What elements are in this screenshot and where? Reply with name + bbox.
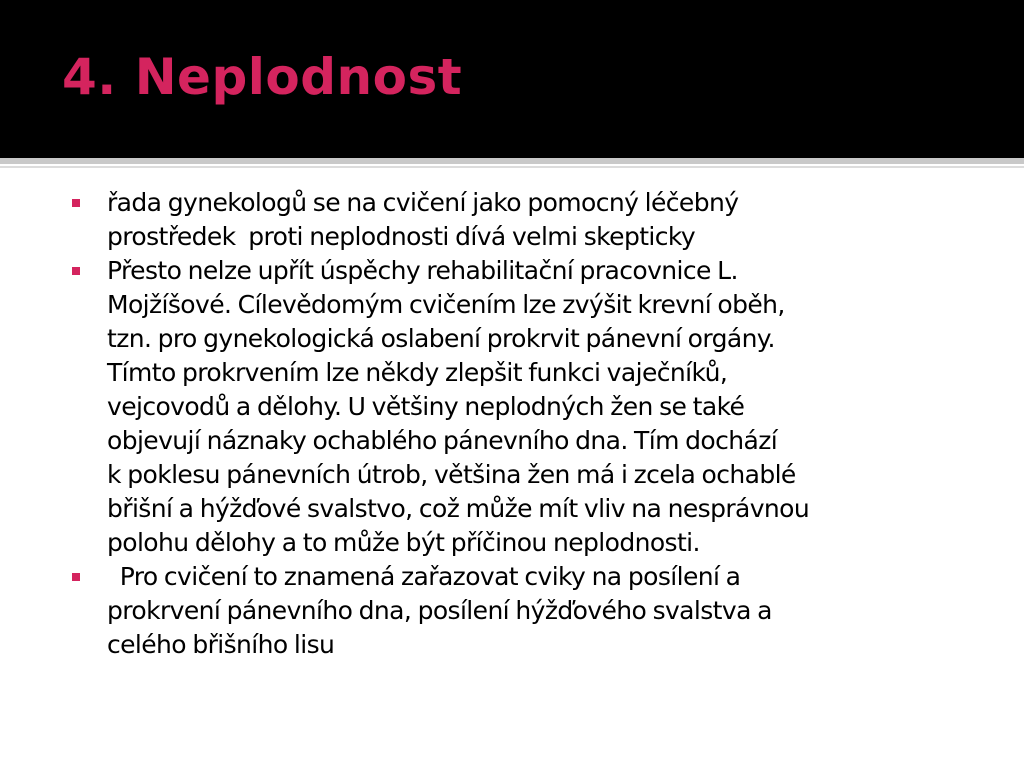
bullet-text-line: polohu dělohy a to může být příčinou neplodnosti. bbox=[107, 528, 700, 557]
bullet-text-line: řada gynekologů se na cvičení jako pomocný léčebný bbox=[107, 188, 739, 217]
bullet-text-line: Mojžíšové. Cílevědomým cvičením lze zvýšit krevní oběh, bbox=[107, 290, 785, 319]
title-divider-thin bbox=[0, 166, 1024, 168]
bullet-text-line: prokrvení pánevního dna, posílení hýžďového svalstva a bbox=[107, 596, 772, 625]
square-bullet-icon bbox=[72, 267, 80, 275]
bullet-text-line: prostředek proti neplodnosti dívá velmi skepticky bbox=[107, 222, 696, 251]
bullet-text-line: tzn. pro gynekologická oslabení prokrvit pánevní orgány. bbox=[107, 324, 775, 353]
slide-title: 4. Neplodnost bbox=[62, 48, 463, 106]
square-bullet-icon bbox=[72, 199, 80, 207]
bullet-text-line: celého břišního lisu bbox=[107, 630, 335, 659]
bullet-item-1 bbox=[72, 186, 972, 254]
bullet-text-line: objevují náznaky ochablého pánevního dna. Tím dochází bbox=[107, 426, 778, 455]
bullet-text-line: Tímto prokrvením lze někdy zlepšit funkci vaječníků, bbox=[107, 358, 728, 387]
bullet-text-line: vejcovodů a dělohy. U většiny neplodných žen se také bbox=[107, 392, 745, 421]
bullet-list bbox=[72, 186, 972, 662]
bullet-item-2 bbox=[72, 254, 972, 560]
square-bullet-icon bbox=[72, 573, 80, 581]
bullet-text-line: břišní a hýžďové svalstvo, což může mít vliv na nesprávnou bbox=[107, 494, 810, 523]
bullet-item-3 bbox=[72, 560, 972, 662]
bullet-text-line: Pro cvičení to znamená zařazovat cviky na posílení a bbox=[107, 562, 741, 591]
bullet-text-line: Přesto nelze upřít úspěchy rehabilitační pracovnice L. bbox=[107, 256, 738, 285]
bullet-text-line: k poklesu pánevních útrob, většina žen má i zcela ochablé bbox=[107, 460, 796, 489]
